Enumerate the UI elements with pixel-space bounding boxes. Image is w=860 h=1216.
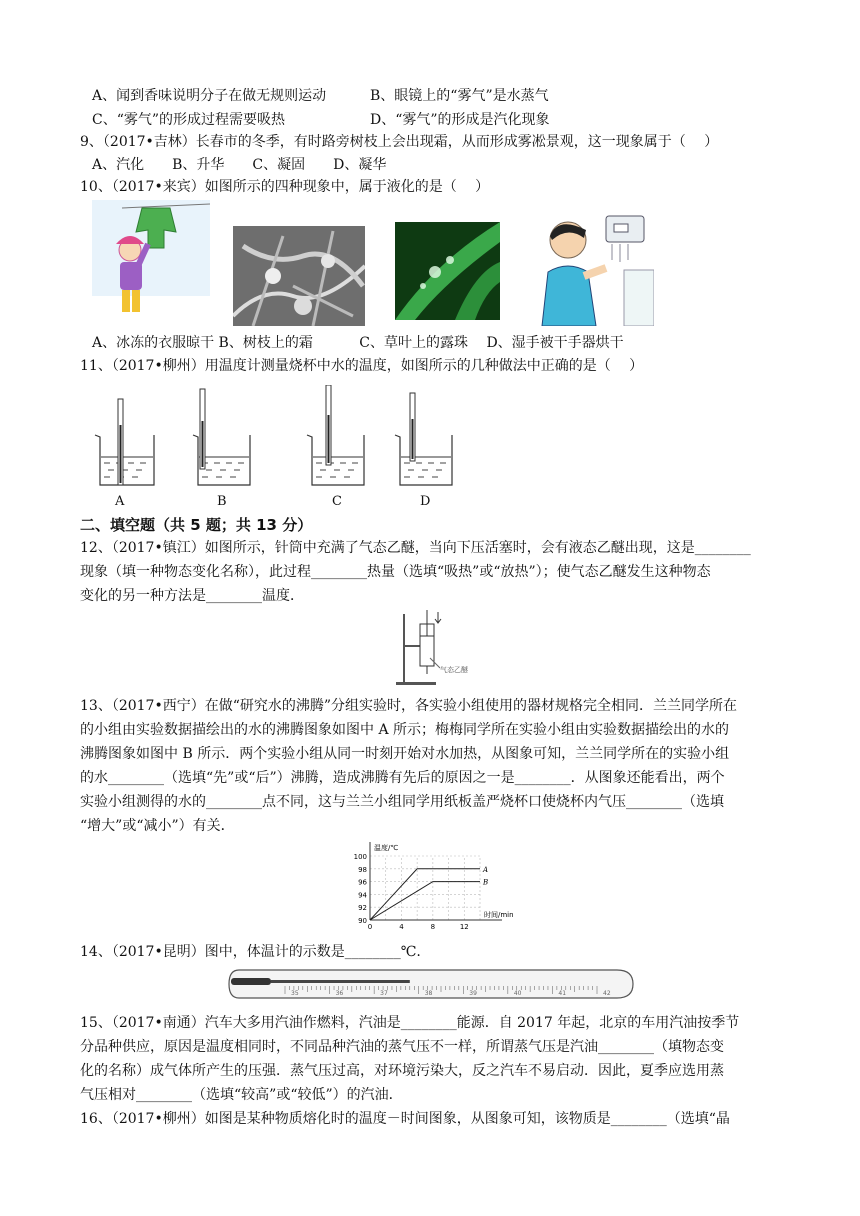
q15-line-3: 化的名称）成气体所产生的压强．蒸气压过高，对环境污染大，反之汽车不易启动．因此，夏季应选用蒸 xyxy=(80,1063,724,1079)
q8-option-b: B、眼镜上的“雾气”是水蒸气 xyxy=(370,88,549,104)
q11-label-c: C xyxy=(332,494,342,509)
series-label-b: B xyxy=(483,878,489,887)
q16-line-1: 16、（2017•柳州）如图是某种物质熔化时的温度－时间图象，从图象可知，该物质是________（选填“晶 xyxy=(80,1111,730,1127)
q15-line-2: 分品种供应，原因是温度相同时，不同品种汽油的蒸气压不一样，所谓蒸气压是汽油________（填物态变 xyxy=(80,1039,724,1055)
q13-line-4: 的水________（选填“先”或“后”）沸腾，造成沸腾有先后的原因之一是________．从图象还能看出，两个 xyxy=(80,770,725,786)
beaker-c xyxy=(307,385,364,485)
frost-branches-image xyxy=(233,226,365,326)
q11-label-b: B xyxy=(217,494,227,509)
beaker-d xyxy=(395,393,452,485)
beaker-a xyxy=(95,399,154,485)
q15-line-4: 气压相对________（选填“较高”或“较低”）的汽油． xyxy=(80,1087,403,1103)
beaker-thermometer-figures xyxy=(90,385,460,495)
q11-label-d: D xyxy=(420,494,431,509)
y-tick-label: 90 xyxy=(358,917,367,925)
y-tick-label: 94 xyxy=(358,891,367,900)
q11-stem: 11、（2017•柳州）用温度计测量烧杯中水的温度，如图所示的几种做法中正确的是（ ） xyxy=(80,358,644,374)
q14-stem: 14、（2017•昆明）图中，体温计的示数是________℃. xyxy=(80,944,421,960)
beaker-b xyxy=(193,389,250,485)
dew-grass-image xyxy=(395,222,500,320)
syringe-label: 气态乙醚 xyxy=(440,666,468,674)
syringe-apparatus-figure xyxy=(392,606,470,686)
clinical-thermometer-figure xyxy=(225,964,637,1004)
q12-line-1: 12、（2017•镇江）如图所示，针筒中充满了气态乙醚，当向下压活塞时，会有液态乙醚出现，这是________ xyxy=(80,540,751,556)
q9-options: A、汽化 B、升华 C、凝固 D、凝华 xyxy=(92,157,387,173)
q12-line-3: 变化的另一种方法是________温度． xyxy=(80,588,304,604)
x-tick-label: 0 xyxy=(367,923,373,931)
q13-line-5: 实验小组测得的水的________点不同，这与兰兰小组同学用纸板盖严烧杯口使烧杯内气压________（选填 xyxy=(80,794,724,810)
hand-dryer-image xyxy=(528,210,654,326)
q13-line-6: “增大”或“减小”）有关． xyxy=(80,818,235,834)
y-tick-label: 92 xyxy=(358,904,367,913)
q15-line-1: 15、（2017•南通）汽车大多用汽油作燃料，汽油是________能源．自 2017 年起，北京的车用汽油按季节 xyxy=(80,1015,740,1031)
thermometer-scale-label: 42 xyxy=(603,990,611,997)
x-tick-label: 12 xyxy=(459,923,469,931)
q13-line-2: 的小组由实验数据描绘出的水的沸腾图象如图中 A 所示；梅梅同学所在实验小组由实验数据描绘出的水的 xyxy=(80,722,730,738)
x-tick-label: 8 xyxy=(430,923,436,931)
thermometer-scale-label: 40 xyxy=(513,990,522,997)
series-label-a: A xyxy=(483,865,489,874)
q8-option-d: D、“雾气”的形成是汽化现象 xyxy=(370,112,550,128)
q8-option-a: A、闻到香味说明分子在做无规则运动 xyxy=(92,88,327,104)
y-tick-label: 98 xyxy=(358,865,367,874)
x-tick-label: 4 xyxy=(399,923,404,931)
x-axis-label: 时间/min xyxy=(484,911,514,919)
thermometer-scale-label: 39 xyxy=(469,990,477,997)
section-title-fill-in: 二、填空题（共 5 题；共 13 分） xyxy=(80,516,313,534)
thermometer-scale-label: 38 xyxy=(424,990,433,997)
y-tick-label: 100 xyxy=(353,853,367,861)
q10-stem: 10、（2017•来宾）如图所示的四种现象中，属于液化的是（ ） xyxy=(80,179,490,195)
q11-label-a: A xyxy=(115,494,125,509)
thermometer-scale-label: 36 xyxy=(335,990,344,997)
frozen-clothes-image xyxy=(92,200,210,326)
q10-options: A、冰冻的衣服晾干 B、树枝上的霜 C、草叶上的露珠 D、湿手被干手器烘干 xyxy=(92,335,624,351)
y-axis-label: 温度/℃ xyxy=(374,844,399,852)
boiling-chart xyxy=(330,838,530,934)
mercury-column xyxy=(271,980,410,983)
thermometer-scale-label: 41 xyxy=(558,990,567,997)
q13-line-3: 沸腾图象如图中 B 所示．两个实验小组从同一时刻开始对水加热，从图象可知，兰兰同学所在的实验小组 xyxy=(80,746,730,762)
thermometer-scale-label: 35 xyxy=(291,990,299,997)
thermometer-scale-label: 37 xyxy=(380,990,388,997)
q12-line-2: 现象（填一种物态变化名称），此过程________热量（选填“吸热”或“放热”）；使气态乙醚发生这种物态 xyxy=(80,564,711,580)
q8-option-c: C、“雾气”的形成过程需要吸热 xyxy=(92,112,286,128)
q9-stem: 9、（2017•吉林）长春市的冬季，有时路旁树枝上会出现霜，从而形成雾凇景观，这一现象属于（ ） xyxy=(80,134,719,150)
y-tick-label: 96 xyxy=(358,878,367,887)
series-line-b xyxy=(370,882,480,920)
q13-line-1: 13、（2017•西宁）在做“研究水的沸腾”分组实验时，各实验小组使用的器材规格完全相同．兰兰同学所在 xyxy=(80,698,738,714)
